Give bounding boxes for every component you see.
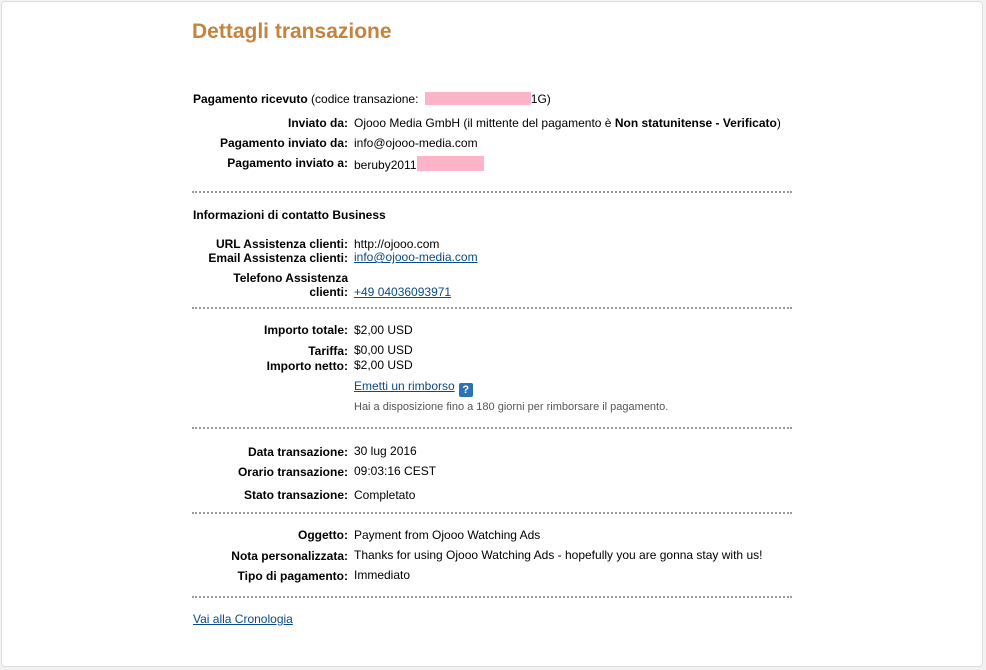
txn-code-prefix: (codice transazione: [311, 92, 419, 106]
payment-received-row [193, 92, 551, 106]
support-email-label: Email Assistenza clienti: [208, 251, 348, 265]
txn-code-suffix: 1G) [530, 92, 551, 106]
support-email-link[interactable]: info@ojooo-media.com [354, 250, 478, 264]
page-title: Dettagli transazione [192, 20, 392, 43]
txn-date-label: Data transazione: [247, 445, 348, 459]
txn-status-label: Stato transazione: [243, 488, 348, 502]
payment-to-value: beruby2011 [354, 158, 417, 172]
support-phone-label-line1: Telefono Assistenza [233, 271, 348, 285]
payment-received-label: Pagamento ricevuto [193, 92, 308, 106]
sender-name: Ojooo Media GmbH [354, 116, 461, 130]
subject-label: Oggetto: [298, 528, 348, 542]
support-url-label: URL Assistenza clienti: [215, 237, 348, 251]
divider [192, 191, 792, 193]
divider [192, 512, 792, 514]
txn-status-value: Completato [354, 488, 416, 502]
payment-from-value: info@ojooo-media.com [354, 136, 478, 150]
sent-by-value [354, 116, 781, 130]
support-url-value: http://ojooo.com [354, 237, 440, 251]
divider [192, 307, 792, 309]
business-contact-heading: Informazioni di contatto Business [193, 208, 386, 222]
payment-to-row [354, 156, 484, 172]
total-amount-label: Importo totale: [264, 323, 348, 337]
sender-status: Non statunitense - Verificato [614, 116, 777, 130]
divider [192, 596, 792, 598]
subject-value: Payment from Ojooo Watching Ads [354, 528, 541, 542]
history-link[interactable]: Vai alla Cronologia [193, 612, 293, 626]
sender-note-prefix: (il mittente del pagamento è [463, 116, 612, 130]
custom-note-value: Thanks for using Ojooo Watching Ads - hopefully you are gonna stay with us! [354, 548, 763, 562]
redacted-txn-code [425, 92, 531, 105]
support-phone-link[interactable]: +49 04036093971 [354, 285, 452, 299]
payment-type-value: Immediato [354, 568, 411, 582]
total-amount-value: $2,00 USD [354, 323, 413, 337]
payment-from-label: Pagamento inviato da: [219, 136, 348, 150]
payment-type-label: Tipo di pagamento: [237, 569, 348, 583]
net-amount-value: $2,00 USD [354, 358, 413, 372]
fee-value: $0,00 USD [354, 343, 413, 357]
txn-time-value: 09:03:16 CEST [354, 464, 437, 478]
support-phone-label-line2: clienti: [309, 285, 348, 299]
txn-time-label: Orario transazione: [237, 465, 348, 479]
payment-to-label: Pagamento inviato a: [227, 156, 348, 170]
sent-by-label: Inviato da: [287, 116, 348, 130]
refund-link[interactable]: Emetti un rimborso [354, 379, 455, 393]
net-amount-label: Importo netto: [266, 359, 348, 373]
refund-note: Hai a disposizione fino a 180 giorni per rimborsare il pagamento. [354, 401, 669, 413]
fee-label: Tariffa: [308, 344, 348, 358]
redacted-recipient [417, 156, 484, 171]
help-icon[interactable]: ? [459, 383, 473, 397]
refund-row [354, 379, 473, 397]
txn-date-value: 30 lug 2016 [354, 444, 417, 458]
sender-note-suffix: ) [776, 116, 781, 130]
custom-note-label: Nota personalizzata: [231, 549, 348, 563]
divider [192, 427, 792, 429]
